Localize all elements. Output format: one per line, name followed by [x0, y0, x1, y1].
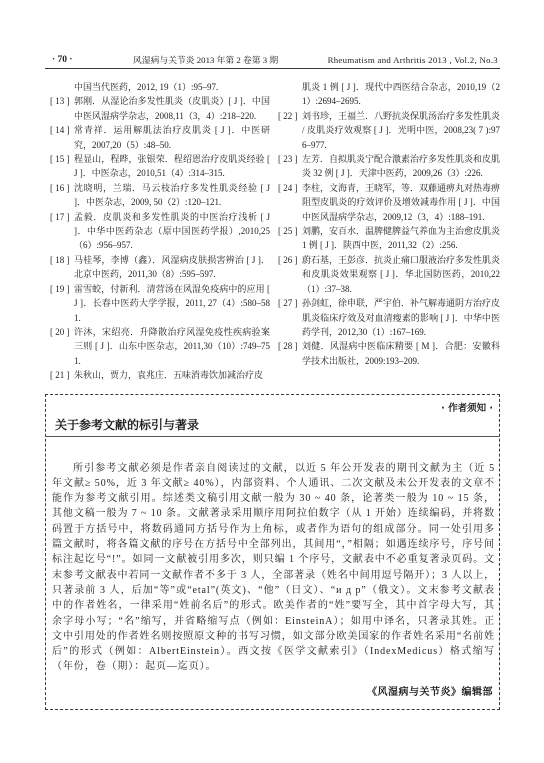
reference-text: 刘鹏，安百水．温脾健脾益气养血为主治愈皮肌炎 1 例 [ J ]．陕西中医，2011,32（2）:256.: [302, 226, 501, 251]
reference-number: [ 14 ]: [50, 125, 70, 136]
reference-number: [ 13 ]: [50, 96, 70, 107]
reference-number: [ 16 ]: [50, 182, 70, 193]
reference-item: [278, 253, 500, 296]
reference-continuation: [50, 80, 270, 94]
reference-item: [50, 181, 270, 210]
reference-item: [50, 210, 270, 253]
notice-signature: 《风湿病与关节炎》编辑部: [367, 686, 493, 698]
reference-item: [278, 109, 500, 152]
reference-text: 常青祥．运用解肌法治疗皮肌炎 [ J ]．中医研究，2007,20（5）:48–50.: [74, 125, 270, 150]
reference-number: [ 26 ]: [278, 254, 298, 265]
page-number: · 70 ·: [52, 55, 73, 65]
running-header: [45, 54, 500, 69]
reference-text: 程显山，程晔，张银荣．程绍恩治疗皮肌炎经验 [ J ]．中医杂志，2010,51（4）:314–315.: [74, 154, 270, 179]
reference-number: [ 22 ]: [278, 110, 298, 121]
reference-number: [ 28 ]: [278, 341, 298, 352]
reference-continuation: [278, 80, 500, 109]
reference-item: [50, 94, 270, 123]
reference-text: 孙剑虹，徐申联，严宇伯．补气解毒通阴方治疗皮肌炎临床疗效及对血清瘦素的影响 [ J ]．中华中医药学刊，2012,30（1）:167–169.: [302, 298, 501, 337]
title-divider: [46, 436, 499, 437]
reference-item: [278, 296, 500, 339]
reference-text: 沈晓明，兰瑞．马云枝治疗多发性肌炎经验 [ J ]．中医杂志，2009, 50（2）:120–121.: [74, 182, 270, 208]
reference-number: [ 23 ]: [278, 154, 298, 165]
notice-body: 所引参考文献必须是作者亲自阅读过的文献，以近 5 年公开发表的期刊文献为主（近 5 年文献≥ 50%，近 3 年文献≥ 40%），内部资料、个人通讯、二次文献及未公开发表的文章不能作为参考文献引用。综述类文稿引用文献一般为 30 ~ 40 条，论著类一般为 10 ~ 15 条，其他文稿一般为 7 ~ 10 条。文献著录采用顺序用阿拉伯数字（从 1 开始）连续编码，并将数码置于方括号中，将数码通同方括号作为上角标，或者作为语句的组成部分。同一处引用多篇文献时，将各篇文献的序号在方括号中全部列出，其间用“，”相隔；如遇连续序号，序号间标注起讫号“!”。如同一文献被引用多次，则只编 1 个序号，文献表中不必重复著录页码。文末参考文献表中若同一文献作者不多于 3 人，全部著录（姓名中间用逗号隔开）；3 人以上，只著录前 3 人，后加“等”或“etal”(英文)、“他”（日文）、“и д р”（俄文）。文末参考文献表中的作者姓名，一律采用“姓前名后”的形式。欧美作者的“姓”要写全，其中首字母大写，其余字母小写；“名”缩写，并省略缩写点（例如：EinsteinA）；如用中译名，只著录其姓。正文中引用处的作者姓名则按照原文种的书写习惯，如文部分欧美国家的作者姓名采用“名前姓后”的形式（例如：AlbertEinstein）。西文按《医学文献索引》（IndexMedicus）格式缩写（年份，卷（期）：起页—迄页）。: [52, 462, 495, 673]
reference-item: [50, 325, 270, 368]
reference-text: 肌炎 1 例 [ J ]．现代中西医结合杂志，2010,19（21）:2694–2695.: [302, 82, 500, 107]
journal-title-cn: 风湿病与关节炎 2013 年第 2 卷第 3 期: [133, 55, 279, 65]
reference-text: 许沐，宋绍亮．升降散治疗风湿免疫性疾病验案三则 [ J ]．山东中医杂志，2011,30（10）:749–751.: [74, 326, 270, 366]
reference-text: 郭刚．从湿论治多发性肌炎（皮肌炎）[ J ]．中国中医风湿病学杂志，2008,11（3，4）:218–220.: [74, 96, 270, 121]
author-notice-box: [45, 394, 500, 710]
reference-number: [ 17 ]: [50, 211, 70, 222]
reference-column-left: [50, 80, 270, 383]
reference-text: 刘书珍，王福兰．八野抗炎保肌汤治疗多发性肌炎 / 皮肌炎疗效观察 [ J ]．光明中医，2008,23( 7 ):976–977.: [302, 110, 501, 150]
reference-number: [ 18 ]: [50, 254, 70, 265]
reference-item: [278, 181, 500, 224]
reference-number: [ 19 ]: [50, 283, 70, 294]
reference-number: [ 21 ]: [50, 370, 70, 381]
reference-text: 孟毅．皮肌炎和多发性肌炎的中医治疗浅析 [ J ]．中华中医药杂志（原中国医药学报）,2010,25（6）:956–957.: [74, 211, 270, 251]
reference-item: [50, 123, 270, 152]
journal-title: [133, 54, 500, 66]
reference-item: [50, 368, 270, 382]
reference-number: [ 25 ]: [278, 226, 298, 237]
reference-item: [278, 152, 500, 181]
reference-item: [278, 339, 500, 368]
reference-item: [50, 282, 270, 325]
reference-text: 马桂琴，李博（鑫）．风湿病皮肤损害辨治 [ J ]．北京中医药，2011,30（8）:595–597.: [74, 254, 270, 280]
reference-text: 朱秋山，贾力，袁兆庄．五味消毒饮加减治疗皮: [74, 370, 264, 381]
reference-text: 中国当代医药，2012, 19（1）:95–97.: [74, 82, 219, 92]
reference-column-right: [278, 80, 500, 383]
reference-text: 雷雪蛟，付新利．清营汤在风湿免疫病中的应用 [ J ]．长春中医药大学学报，2011, 27（4）:580–581.: [74, 283, 270, 323]
reference-item: [278, 224, 500, 253]
reference-number: [ 24 ]: [278, 182, 298, 193]
reference-number: [ 20 ]: [50, 326, 70, 337]
reference-number: [ 15 ]: [50, 154, 70, 165]
reference-list: [50, 80, 500, 383]
reference-item: [50, 253, 270, 282]
notice-tag: · 作者须知 ·: [441, 402, 493, 414]
reference-text: 蔚石基，王彭彦．抗炎止痛口服液治疗多发性肌炎和皮肌炎效果观察 [ J ]．华北国防医药，2010,22（1）:37–38.: [302, 254, 501, 294]
reference-text: 左芳．自拟肌炎宁配合激素治疗多发性肌炎和皮肌炎 32 例 [ J ]．天津中医药，2009,26（3）:226.: [302, 154, 501, 179]
reference-text: 刘健．风湿病中医临床精要 [ M ]．合肥：安徽科学技术出版社，2009:193–209.: [302, 341, 500, 366]
journal-title-en: Rheumatism and Arthritis 2013 , Vol.2, No.3: [327, 55, 498, 65]
notice-title: 关于参考文献的标引与著录: [55, 417, 200, 432]
reference-item: [50, 152, 270, 181]
reference-number: [ 27 ]: [278, 298, 298, 309]
reference-text: 李柱，文海青，王晓军，等．双藤通痹丸对热毒痹阻型皮肌炎的疗效评价及增效减毒作用 [ J ]．中国中医风湿病学杂志，2009,12（3，4）:188–191.: [302, 182, 501, 222]
